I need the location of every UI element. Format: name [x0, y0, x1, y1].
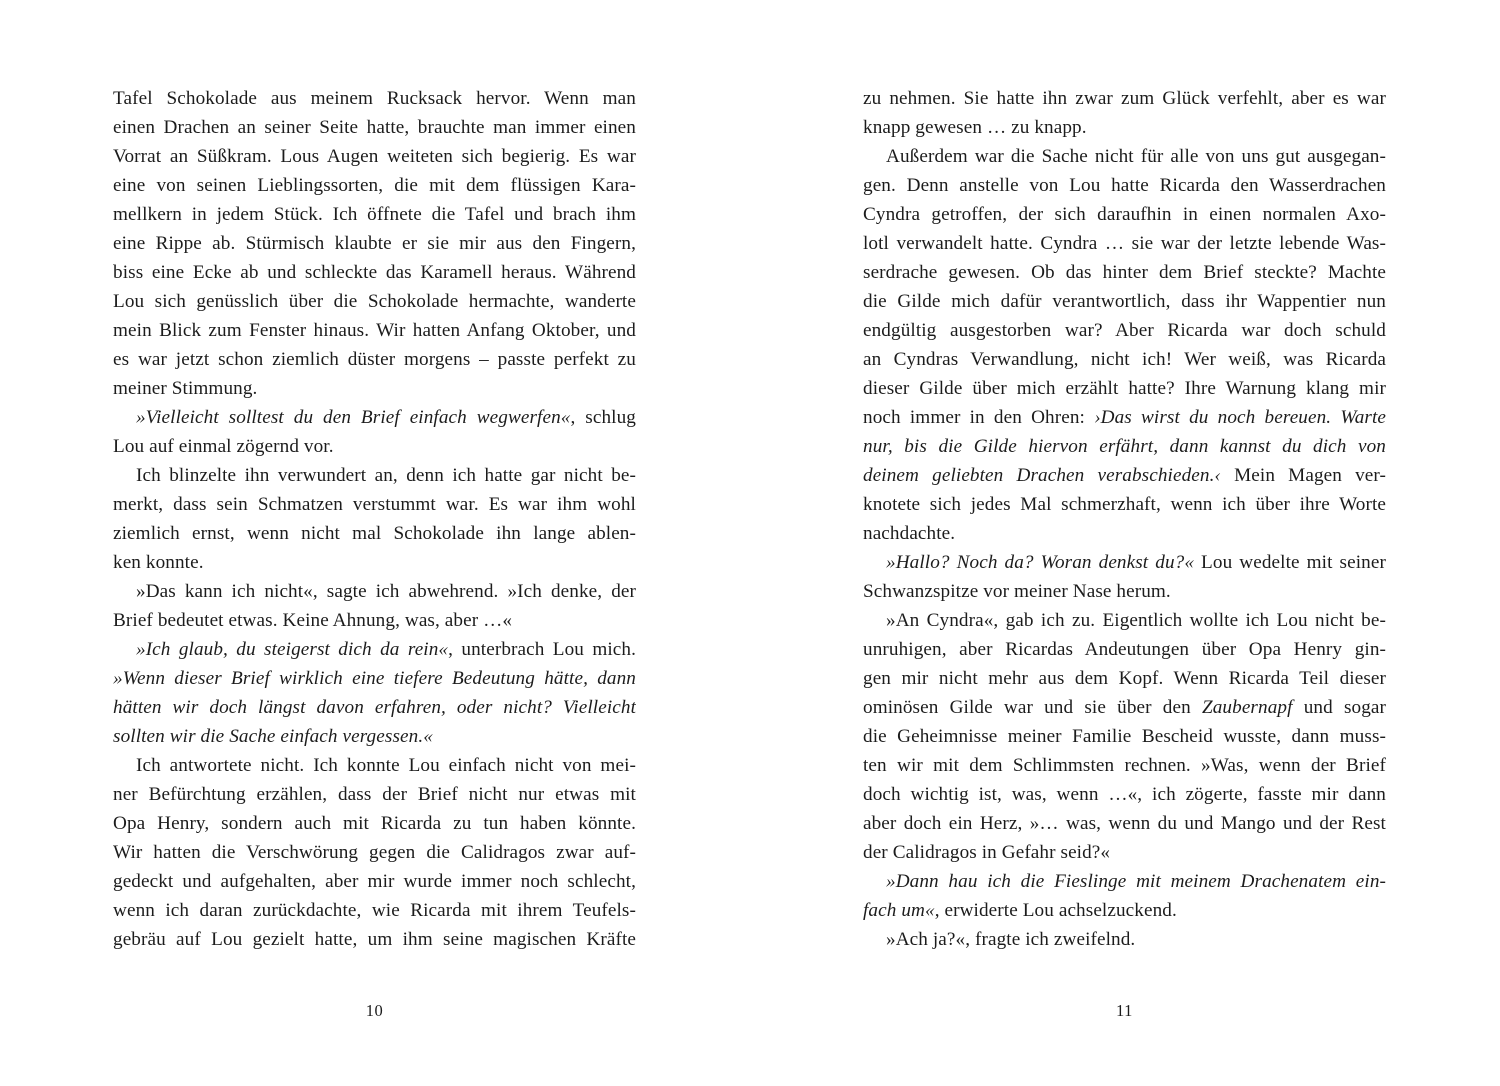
text-line — [863, 461, 1386, 490]
text-run: ten wir mit dem Schlimmsten rechnen. »Was, wenn der Brief — [863, 755, 1386, 776]
text-run: »An Cyndra«, gab ich zu. Eigentlich wollte ich Lou nicht be- — [886, 610, 1386, 631]
text-line — [113, 925, 636, 954]
text-run: ziemlich ernst, wenn nicht mal Schokolade ihn lange ablen- — [113, 523, 636, 544]
text-line — [863, 229, 1386, 258]
text-run: Ich antwortete nicht. Ich konnte Lou einfach nicht von mei- — [136, 755, 636, 776]
text-line — [113, 403, 636, 432]
text-run: Lou sich genüsslich über die Schokolade hermachte, wanderte — [113, 291, 636, 312]
text-line — [113, 606, 636, 635]
text-run: Außerdem war die Sache nicht für alle von uns gut ausgegan- — [886, 146, 1386, 167]
text-line — [863, 200, 1386, 229]
text-line — [863, 664, 1386, 693]
text-line — [863, 635, 1386, 664]
text-run: , unterbrach Lou mich. — [448, 639, 636, 660]
text-line — [113, 345, 636, 374]
italic-text-run: fach um« — [863, 900, 935, 921]
italic-text-run: sollten wir die Sache einfach vergessen.« — [113, 726, 433, 747]
text-line — [113, 751, 636, 780]
italic-text-run: »Ich glaub, du steigerst dich da rein« — [136, 639, 449, 660]
text-line — [113, 780, 636, 809]
text-line — [113, 635, 636, 664]
text-line — [113, 200, 636, 229]
text-run: zu nehmen. Sie hatte ihn zwar zum Glück verfehlt, aber es war — [863, 88, 1386, 109]
text-run: Vorrat an Süßkram. Lous Augen weiteten sich begierig. Es war — [113, 146, 636, 167]
text-line — [863, 142, 1386, 171]
text-line — [863, 519, 1386, 548]
text-line — [113, 461, 636, 490]
text-line — [113, 722, 636, 751]
text-run: nachdachte. — [863, 523, 956, 544]
left-page-text-column — [113, 84, 636, 954]
text-line — [863, 258, 1386, 287]
text-line — [113, 577, 636, 606]
text-line — [863, 780, 1386, 809]
text-line — [113, 548, 636, 577]
text-run: meiner Stimmung. — [113, 378, 258, 399]
text-run: »Das kann ich nicht«, sagte ich abwehrend. »Ich denke, der — [136, 581, 636, 602]
text-line — [863, 693, 1386, 722]
italic-text-run: hätten wir doch längst davon erfahren, oder nicht? Vielleicht — [113, 697, 636, 718]
text-run: es war jetzt schon ziemlich düster morgens – passte perfekt zu — [113, 349, 636, 370]
text-line — [113, 84, 636, 113]
text-line — [113, 258, 636, 287]
text-run: lotl verwandelt hatte. Cyndra … sie war der letzte lebende Was- — [863, 233, 1386, 254]
text-run: Schwanzspitze vor meiner Nase herum. — [863, 581, 1171, 602]
text-line — [863, 403, 1386, 432]
text-line — [863, 838, 1386, 867]
text-run: Tafel Schokolade aus meinem Rucksack hervor. Wenn man — [113, 88, 636, 109]
text-line — [863, 374, 1386, 403]
text-run: mellkern in jedem Stück. Ich öffnete die Tafel und brach ihm — [113, 204, 636, 225]
text-line — [113, 374, 636, 403]
text-line — [863, 577, 1386, 606]
italic-text-run: Zaubernapf — [1201, 697, 1293, 718]
text-run: mein Blick zum Fenster hinaus. Wir hatten Anfang Oktober, und — [113, 320, 636, 341]
text-run: , erwiderte Lou achselzuckend. — [934, 900, 1177, 921]
text-run: einen Drachen an seiner Seite hatte, brauchte man immer einen — [113, 117, 636, 138]
text-run: Mein Magen ver- — [1221, 465, 1386, 486]
text-line — [113, 287, 636, 316]
text-run: dieser Gilde über mich erzählt hatte? Ihre Warnung klang mir — [863, 378, 1386, 399]
text-line — [113, 693, 636, 722]
page-number-right: 11 — [1116, 1001, 1133, 1020]
text-run: gen mir nicht mehr aus dem Kopf. Wenn Ricarda Teil dieser — [863, 668, 1386, 689]
text-line — [113, 432, 636, 461]
italic-text-run: »Vielleicht solltest du den Brief einfach wegwerfen« — [136, 407, 571, 428]
text-run: die Geheimnisse meiner Familie Bescheid wusste, dann muss- — [863, 726, 1386, 747]
italic-text-run: »Wenn dieser Brief wirklich eine tiefere Bedeutung hätte, dann — [113, 668, 636, 689]
text-run: wenn ich daran zurückdachte, wie Ricarda mit ihrem Teufels- — [113, 900, 636, 921]
text-line — [863, 432, 1386, 461]
text-line — [863, 113, 1386, 142]
text-line — [113, 113, 636, 142]
text-run: aber doch ein Herz, »… was, wenn du und Mango und der Rest — [863, 813, 1386, 834]
text-line — [863, 84, 1386, 113]
text-line — [863, 287, 1386, 316]
text-line — [863, 548, 1386, 577]
text-run: endgültig ausgestorben war? Aber Ricarda war doch schuld — [863, 320, 1386, 341]
text-run: ominösen Gilde war und sie über den — [863, 697, 1202, 718]
text-run: an Cyndras Verwandlung, nicht ich! Wer weiß, was Ricarda — [863, 349, 1386, 370]
text-line — [863, 722, 1386, 751]
text-run: ken konnte. — [113, 552, 204, 573]
text-line — [113, 519, 636, 548]
text-line — [113, 490, 636, 519]
text-run: ner Befürchtung erzählen, dass der Brief nicht nur etwas mit — [113, 784, 636, 805]
text-line — [863, 490, 1386, 519]
text-run: Ich blinzelte ihn verwundert an, denn ich hatte gar nicht be- — [136, 465, 636, 486]
text-run: eine Rippe ab. Stürmisch klaubte er sie mir aus den Fingern, — [113, 233, 636, 254]
text-run: serdrache gewesen. Ob das hinter dem Brief steckte? Machte — [863, 262, 1386, 283]
text-run: und sogar — [1292, 697, 1386, 718]
text-run: , schlug — [570, 407, 636, 428]
text-line — [113, 171, 636, 200]
text-line — [113, 664, 636, 693]
page-number-left: 10 — [365, 1001, 384, 1020]
text-run: die Gilde mich dafür verantwortlich, dass ihr Wappentier nun — [863, 291, 1386, 312]
text-run: knotete sich jedes Mal schmerzhaft, wenn ich über ihre Worte — [863, 494, 1386, 515]
text-run: Opa Henry, sondern auch mit Ricarda zu tun haben könnte. — [113, 813, 636, 834]
text-run: doch wichtig ist, was, wenn …«, ich zögerte, fasste mir dann — [863, 784, 1386, 805]
text-line — [113, 838, 636, 867]
text-line — [863, 316, 1386, 345]
text-run: gebräu auf Lou gezielt hatte, um ihm seine magischen Kräfte — [113, 929, 636, 950]
text-line — [113, 142, 636, 171]
text-run: noch immer in den Ohren: — [863, 407, 1095, 428]
text-line — [863, 867, 1386, 896]
text-run: der Calidragos in Gefahr seid?« — [863, 842, 1111, 863]
italic-text-run: nur, bis die Gilde hiervon erfährt, dann kannst du dich von — [863, 436, 1386, 457]
text-run: Wir hatten die Verschwörung gegen die Calidragos zwar auf- — [113, 842, 636, 863]
text-line — [863, 809, 1386, 838]
text-line — [863, 751, 1386, 780]
text-line — [863, 171, 1386, 200]
text-run: unruhigen, aber Ricardas Andeutungen über Opa Henry gin- — [863, 639, 1386, 660]
italic-text-run: ›Das wirst du noch bereuen. Warte — [1094, 407, 1386, 428]
text-run: eine von seinen Lieblingssorten, die mit dem flüssigen Kara- — [113, 175, 636, 196]
text-run: Brief bedeutet etwas. Keine Ahnung, was, aber …« — [113, 610, 513, 631]
text-line — [863, 896, 1386, 925]
text-run: gen. Denn anstelle von Lou hatte Ricarda den Wasserdrachen — [863, 175, 1386, 196]
text-line — [863, 345, 1386, 374]
text-line — [113, 229, 636, 258]
text-run: biss eine Ecke ab und schleckte das Karamell heraus. Während — [113, 262, 636, 283]
text-run: »Ach ja?«, fragte ich zweifelnd. — [886, 929, 1136, 950]
text-line — [113, 867, 636, 896]
text-run: Lou wedelte mit seiner — [1194, 552, 1386, 573]
text-line — [113, 316, 636, 345]
right-page-text-column — [863, 84, 1386, 954]
italic-text-run: deinem geliebten Drachen verabschieden.‹ — [863, 465, 1221, 486]
text-run: Cyndra getroffen, der sich daraufhin in einen normalen Axo- — [863, 204, 1386, 225]
text-line — [113, 896, 636, 925]
text-run: gedeckt und aufgehalten, aber mir wurde immer noch schlecht, — [113, 871, 636, 892]
text-line — [863, 606, 1386, 635]
text-run: merkt, dass sein Schmatzen verstummt war. Es war ihm wohl — [113, 494, 636, 515]
text-run: Lou auf einmal zögernd vor. — [113, 436, 334, 457]
text-line — [113, 809, 636, 838]
italic-text-run: »Hallo? Noch da? Woran denkst du?« — [886, 552, 1195, 573]
text-run: knapp gewesen … zu knapp. — [863, 117, 1087, 138]
text-line — [863, 925, 1386, 954]
italic-text-run: »Dann hau ich die Fieslinge mit meinem Drachenatem ein- — [886, 871, 1386, 892]
